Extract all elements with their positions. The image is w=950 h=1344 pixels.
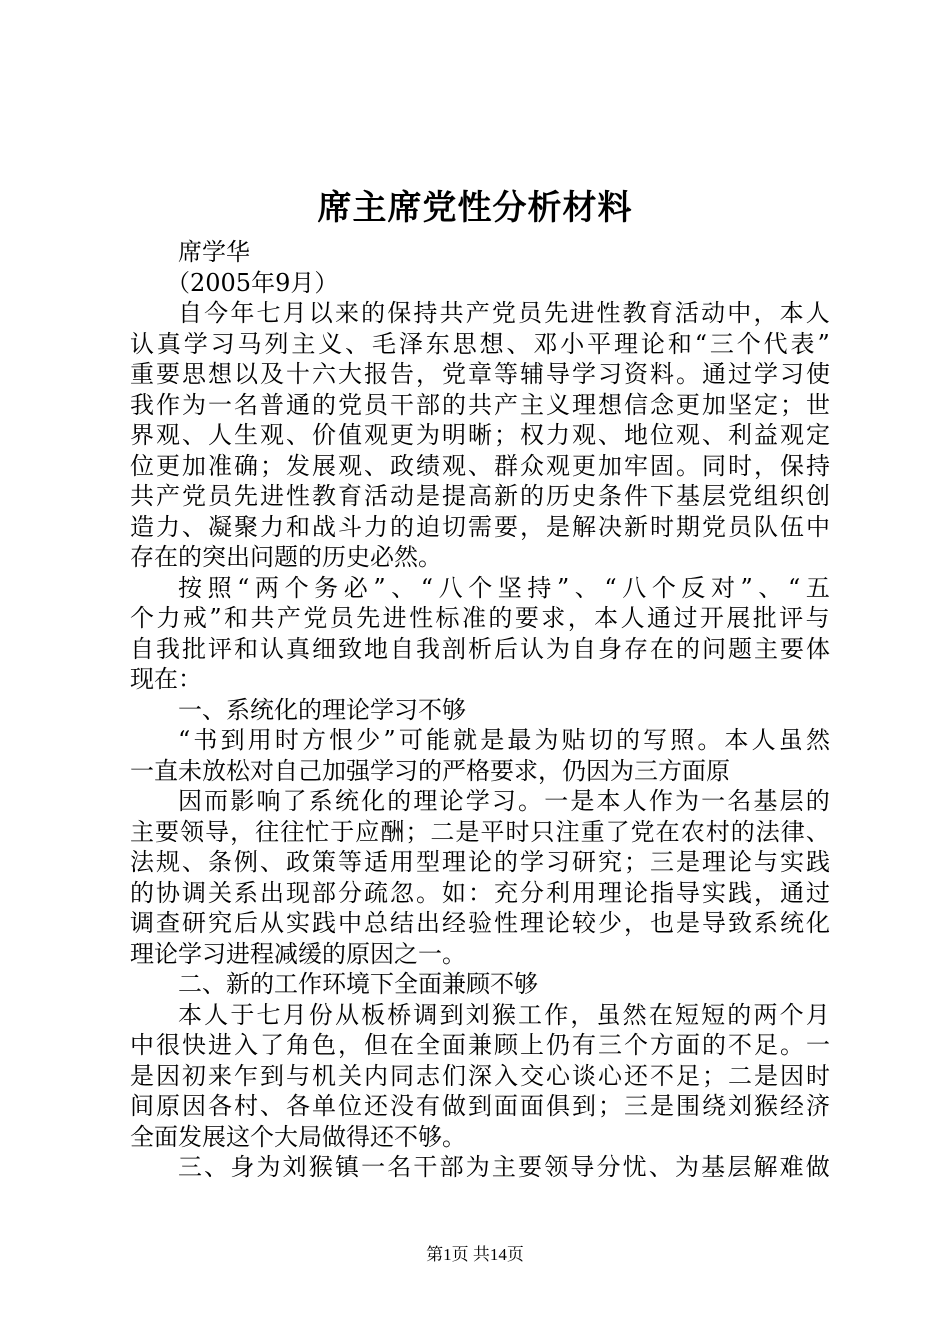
document-date: （2005年9月） [166, 268, 339, 297]
text-line: 认 真 学 习 马 列 主 义 、 毛 泽 东 思 想 、 邓 小 平 理 论 和 “ 三 个 代 表 ” [130, 329, 830, 358]
text-line: 自 今 年 七 月 以 来 的 保 持 共 产 党 员 先 进 性 教 育 活 动 中 ， 本 人 [178, 299, 830, 327]
text-line: 二、新的工作环境下全面兼顾不够 [178, 970, 538, 998]
text-line: 一、系统化的理论学习不够 [178, 695, 466, 724]
text-line: 自 我 批 评 和 认 真 细 致 地 自 我 剖 析 后 认 为 自 身 存 在 的 问 题 主 要 体 [130, 634, 830, 663]
text-line: 存在的突出问题的历史必然。 [130, 543, 442, 571]
author-name: 席学华 [178, 238, 250, 266]
text-line: 间 原 因 各 村 、 各 单 位 还 没 有 做 到 面 面 俱 到 ； 三 是 围 绕 刘 猴 经 济 [130, 1092, 830, 1120]
text-line: 因 而 影 响 了 系 统 化 的 理 论 学 习 。 一 是 本 人 作 为 一 名 基 层 的 [178, 787, 830, 815]
date-line [130, 268, 830, 299]
text-line: 界 观 、 人 生 观 、 价 值 观 更 为 明 晰 ； 权 力 观 、 地 位 观 、 利 益 观 定 [130, 421, 830, 449]
text-line: 法 规 、 条 例 、 政 策 等 适 用 型 理 论 的 学 习 研 究 ； 三 是 理 论 与 实 践 [130, 848, 830, 876]
text-line: 我 作 为 一 名 普 通 的 党 员 干 部 的 共 产 主 义 理 想 信 念 更 加 坚 定 ； 世 [130, 390, 830, 419]
text-line: 主 要 领 导 ， 往 往 忙 于 应 酬 ； 二 是 平 时 只 注 重 了 党 在 农 村 的 法 律 、 [130, 817, 830, 846]
text-line: 按 照 “ 两 个 务 必 ” 、 “ 八 个 坚 持 ” 、 “ 八 个 反 对 ” 、 “ 五 [178, 573, 830, 602]
author-line [130, 237, 830, 268]
text-line: 一直未放松对自己加强学习的严格要求，仍因为三方面原 [130, 756, 730, 785]
text-line: “ 书 到 用 时 方 恨 少 ” 可 能 就 是 最 为 贴 切 的 写 照 。 本 人 虽 然 [178, 726, 830, 754]
text-line: 本 人 于 七 月 份 从 板 桥 调 到 刘 猴 工 作 ， 虽 然 在 短 短 的 两 个 月 [178, 1000, 830, 1029]
text-line: 重 要 思 想 以 及 十 六 大 报 告 ， 党 章 等 辅 导 学 习 资 料 。 通 过 学 习 使 [130, 360, 830, 388]
text-line: 现在： [130, 665, 202, 693]
document-body [130, 237, 830, 1183]
text-line: 全面发展这个大局做得还不够。 [130, 1122, 466, 1151]
text-line: 是 因 初 来 乍 到 与 机 关 内 同 志 们 深 入 交 心 谈 心 还 不 足 ； 二 是 因 时 [130, 1061, 830, 1090]
text-line: 造 力 、 凝 聚 力 和 战 斗 力 的 迫 切 需 要 ， 是 解 决 新 时 期 党 员 队 伍 中 [130, 512, 830, 541]
text-line: 理论学习进程减缓的原因之一。 [130, 939, 466, 968]
text-line: 三 、 身 为 刘 猴 镇 一 名 干 部 为 主 要 领 导 分 忧 、 为 基 层 解 难 做 [178, 1153, 830, 1181]
text-line: 调 查 研 究 后 从 实 践 中 总 结 出 经 验 性 理 论 较 少 ， 也 是 导 致 系 统 化 [130, 909, 830, 937]
document-title: 席主席党性分析材料 [317, 188, 633, 228]
paragraph-lines [130, 298, 830, 1183]
page-footer: 第1页 共14页 [426, 1245, 524, 1264]
text-line: 共 产 党 员 先 进 性 教 育 活 动 是 提 高 新 的 历 史 条 件 下 基 层 党 组 织 创 [130, 482, 830, 510]
text-line: 的 协 调 关 系 出 现 部 分 疏 忽 。 如 ： 充 分 利 用 理 论 指 导 实 践 ， 通 过 [130, 878, 830, 907]
text-line: 位 更 加 准 确 ； 发 展 观 、 政 绩 观 、 群 众 观 更 加 牢 固 。 同 时 ， 保 持 [130, 451, 830, 480]
text-line: 中 很 快 进 入 了 角 色 ， 但 在 全 面 兼 顾 上 仍 有 三 个 方 面 的 不 足 。 一 [130, 1031, 830, 1059]
text-line: 个 力 戒 ” 和 共 产 党 员 先 进 性 标 准 的 要 求 ， 本 人 通 过 开 展 批 评 与 [130, 604, 830, 632]
